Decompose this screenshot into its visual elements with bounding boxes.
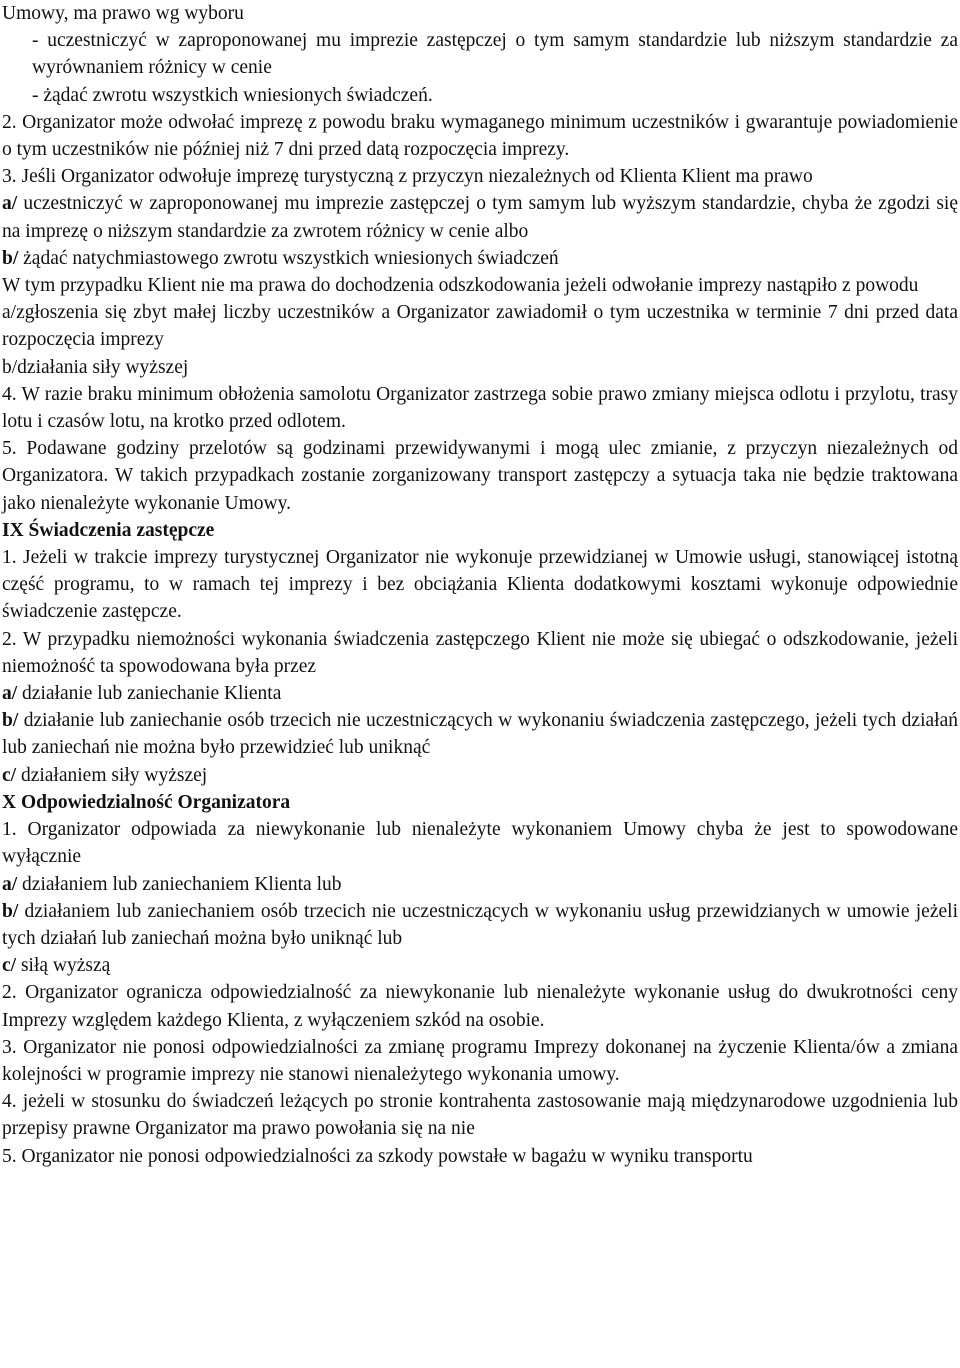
item-label: b/ (2, 247, 19, 269)
list-item (2, 762, 958, 789)
item-label: c/ (2, 955, 17, 977)
section-heading: X Odpowiedzialność Organizatora (2, 791, 291, 813)
item-text: działaniem lub zaniechaniem Klienta lub (17, 873, 342, 895)
paragraph: 1. Jeżeli w trakcie imprezy turystycznej Organizator nie wykonuje przewidzianej w Umowie usługi, stanowiącej istotną część programu, to w ramach tej imprezy i bez obciążania Klienta dodatkowymi kosztami wykonuje odpowiednie świadczenie zastępcze. (2, 547, 958, 623)
list-item: - żądać zwrotu wszystkich wniesionych świadczeń. (32, 84, 433, 106)
list-item (2, 707, 958, 761)
paragraph: 3. Jeśli Organizator odwołuje imprezę turystyczną z przyczyn niezależnych od Klienta Klient ma prawo (2, 166, 813, 188)
item-label: a/ (2, 683, 18, 705)
paragraph: 4. W razie braku minimum obłożenia samolotu Organizator zastrzega sobie prawo zmiany miejsca odlotu i przylotu, trasy lotu i czasów lotu, na krotko przed odlotem. (2, 383, 958, 433)
paragraph: 5. Podawane godziny przelotów są godzinami przewidywanymi i mogą ulec zmianie, z przyczyn niezależnych od Organizatora. W takich przypadkach zostanie zorganizowany transport zastępczy a sytuacja taka nie będzie traktowana jako nienależyte wykonanie Umowy. (2, 438, 958, 514)
paragraph: Umowy, ma prawo wg wyboru (2, 3, 244, 24)
item-text: siłą wyższą (16, 955, 111, 977)
item-label: b/ (2, 710, 19, 732)
list-item (2, 190, 958, 244)
paragraph: b/działania siły wyższej (2, 356, 189, 378)
item-label: a/ (2, 873, 18, 895)
list-item (2, 871, 958, 898)
item-text: działaniem lub zaniechaniem osób trzecich nie uczestniczących w wykonaniu usług przewidzianych w umowie jeżeli tych działań lub zaniechań można było uniknąć lub (2, 900, 958, 949)
paragraph: a/zgłoszenia się zbyt małej liczby uczestników a Organizator zawiadomił o tym uczestnika w terminie 7 dni przed data rozpoczęcia imprezy (2, 302, 958, 351)
item-text: uczestniczyć w zaproponowanej mu imprezie zastępczej o tym samym lub wyższym standardzie, chyba że zgodzi się na imprezę o niższym standardzie za zwrotem różnicy w cenie albo (2, 193, 958, 242)
item-label: c/ (2, 764, 17, 786)
paragraph: W tym przypadku Klient nie ma prawa do dochodzenia odszkodowania jeżeli odwołanie imprezy nastąpiło z powodu (2, 275, 919, 297)
paragraph: 5. Organizator nie ponosi odpowiedzialności za szkody powstałe w bagażu w wyniku transportu (2, 1145, 753, 1167)
list-item: - uczestniczyć w zaproponowanej mu imprezie zastępczej o tym samym standardzie lub niższym standardzie za wyrównaniem różnicy w cenie (32, 30, 958, 79)
paragraph: 2. Organizator może odwołać imprezę z powodu braku wymaganego minimum uczestników i gwarantuje powiadomienie o tym uczestników nie później niż 7 dni przed datą rozpoczęcia imprezy. (2, 111, 958, 161)
item-label: b/ (2, 900, 19, 922)
item-text: działanie lub zaniechanie Klienta (17, 683, 282, 705)
list-item (2, 680, 958, 707)
paragraph: 3. Organizator nie ponosi odpowiedzialności za zmianę programu Imprezy dokonanej na życzenie Klienta/ów a zmiana kolejności w programie imprezy nie stanowi nienależytego wykonania umowy. (2, 1036, 958, 1085)
item-text: działanie lub zaniechanie osób trzecich nie uczestniczących w wykonaniu świadczenia zastępczego, jeżeli tych działań lub zaniechań nie można było przewidzieć lub uniknąć (2, 710, 958, 759)
list-item (2, 898, 958, 952)
list-item (2, 245, 958, 272)
paragraph: 1. Organizator odpowiada za niewykonanie lub nienależyte wykonaniem Umowy chyba że jest to spowodowane wyłącznie (2, 819, 958, 868)
item-label: a/ (2, 193, 18, 215)
item-text: działaniem siły wyższej (16, 764, 208, 786)
section-heading: IX Świadczenia zastępcze (2, 519, 215, 541)
paragraph: 4. jeżeli w stosunku do świadczeń leżących po stronie kontrahenta zastosowanie mają międzynarodowe uzgodnienia lub przepisy prawne Organizator ma prawo powołania się na nie (2, 1091, 958, 1140)
paragraph: 2. Organizator ogranicza odpowiedzialność za niewykonanie lub nienależyte wykonanie usług do dwukrotności ceny Imprezy względem każdego Klienta, z wyłączeniem szkód na osobie. (2, 982, 958, 1031)
paragraph: 2. W przypadku niemożności wykonania świadczenia zastępczego Klient nie może się ubiegać o odszkodowanie, jeżeli niemożność ta spowodowana była przez (2, 628, 958, 677)
list-item (2, 952, 958, 979)
item-text: żądać natychmiastowego zwrotu wszystkich wniesionych świadczeń (18, 247, 559, 269)
